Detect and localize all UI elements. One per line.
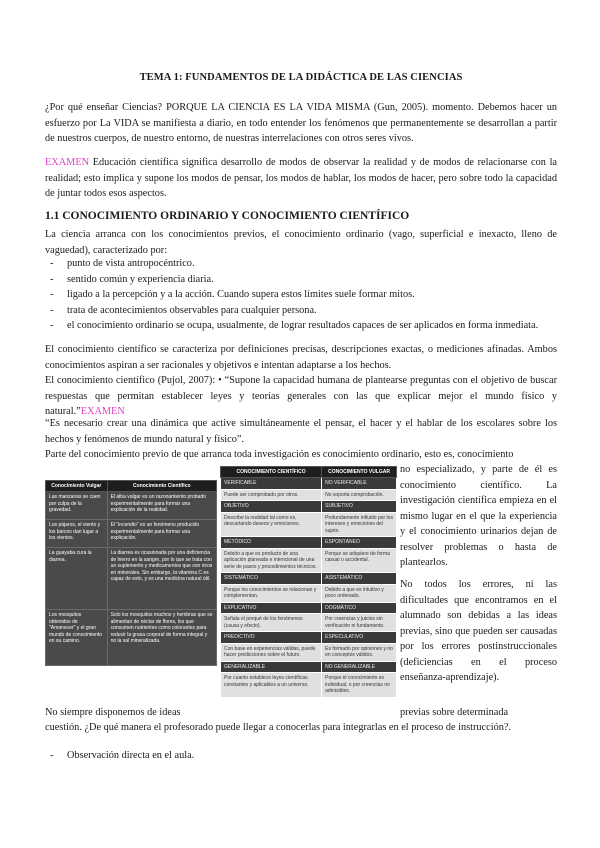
pujol-quote	[45, 373, 557, 420]
table-cell: Los mosquitos obtenidos de "Amanecer" y el gran mundo de conocimiento en su camino.	[46, 610, 108, 666]
table-cell: SISTEMÁTICO	[221, 573, 322, 585]
table-cell: GENERALIZABLE	[221, 661, 322, 673]
dynamic-quote: “Es necesario crear una dinámica que active simultáneamente el pensar, el hacer y el hablar de los escolares sobre los hechos y fenómenos de mundo natural y físico”.	[45, 418, 557, 445]
table-row	[221, 632, 397, 644]
table-cell: No soporta comprobación.	[322, 489, 397, 501]
table-cell: METÓDICO	[221, 537, 322, 549]
table-header: CONOCIMIENTO CIENTÍFICO	[221, 467, 322, 478]
intro-paragraph: ¿Por qué enseñar Ciencias? PORQUE LA CIENCIA ES LA VIDA MISMA (Gun, 2005). momento. Debemos hacer un esfuerzo por La VIDA se manifiesta a diario, en todo entender los fenómenos que permanentemente se desarrollan a partir de nuestros cuerpos, de nuestro entorno, de nuestras interrelaciones con otros seres vivos.	[45, 102, 557, 144]
list-item: - punto de vista antropocéntrico.	[45, 256, 557, 272]
table-row	[221, 478, 397, 490]
table-cell: Señala el porqué de los fenómenos (causa y efecto).	[221, 614, 322, 632]
table-cell: OBJETIVO	[221, 501, 322, 513]
table-row	[221, 489, 397, 501]
table-row	[221, 584, 397, 602]
table-cell: Porque los conocimientos se relacionan y complementan.	[221, 584, 322, 602]
table-row	[221, 501, 397, 513]
right-column-paragraph-2: No todos los errores, ni las dificultades que encontramos en el alumnado son debidas a las ideas previas, sino que pueden ser causadas por los errores postinstruccionales (deficiencias en el proceso enseñanza-aprendizaje).	[400, 579, 557, 683]
comparison-table-2	[220, 466, 397, 698]
exam-paragraph	[45, 155, 557, 202]
table-row	[221, 614, 397, 632]
table-row	[46, 520, 217, 548]
table-cell: Los pájaros, el viento y los barcos dan lugar a los vientos.	[46, 520, 108, 548]
table-cell: NO GENERALIZABLE	[322, 661, 397, 673]
table-cell: Debido a que es producto de una aplicación planeada e intencional de una serie de pasos y procedimientos técnicos.	[221, 548, 322, 573]
table-cell: Con base en experiencias válidas, puede hacer predicciones sobre el futuro.	[221, 643, 322, 661]
table-cell: Por cuanto establece leyes científicas constantes y aplicables a un universo.	[221, 673, 322, 698]
section-heading: 1.1 CONOCIMIENTO ORDINARIO Y CONOCIMIENTO CIENTÍFICO	[45, 210, 410, 222]
table-row	[221, 512, 397, 537]
table-row	[221, 537, 397, 549]
list-item: - trata de acontecimientos observables para cualquier persona.	[45, 303, 557, 319]
table-header: Conocimiento Vulgar	[46, 481, 108, 492]
table-row	[221, 548, 397, 573]
exam-text: Educación científica significa desarrollo de modos de observar la realidad y de modos de relacionarse con la realidad; esto implica y supone los modos de pensar, los modos de hablar, los modos de hacer, pero sobre todo la capacidad de juntar todos esos aspectos.	[45, 157, 557, 199]
document-title: TEMA 1: FUNDAMENTOS DE LA DIDÁCTICA DE LAS CIENCIAS	[139, 72, 463, 83]
table-cell: El alba vulgar es un razonamiento probado experimentalmente para formar una explicación de la realidad.	[107, 492, 216, 520]
table-cell: Es formado por opiniones y no en conceptos válidos.	[322, 643, 397, 661]
table-cell: Debido a que es intuitivo y poco ordenado.	[322, 584, 397, 602]
table-header: Conocimiento Científico	[107, 481, 216, 492]
table-cell: Profundamente influido por los intereses y emociones del sujeto.	[322, 512, 397, 537]
table-cell: Describe la realidad tal como es, descartando deseos y emociones.	[221, 512, 322, 537]
table-header: CONOCIMIENTO VULGAR	[322, 467, 397, 478]
scientific-paragraph: El conocimiento científico se caracteriza por definiciones precisas, descripciones exactas, o mediciones afinadas. Ambos conocimientos aspiran a ser racionales y objetivos e intentan adaptarse a los hechos.	[45, 344, 557, 371]
table-cell: Las manzanas se caen por culpa de la gravedad.	[46, 492, 108, 520]
list-item: - sentido común y experiencia diaria.	[45, 272, 557, 288]
comparison-table-1	[45, 480, 217, 666]
ideas-paragraph-line1	[45, 705, 557, 721]
table-cell: Porque el conocimiento es individual, o por creencias no admisibles.	[322, 673, 397, 698]
table-cell: Solo los mosquitos machos y hembras que se alimentan de néctar de flores, los que consumen nutrientes como colorantes para reducir la grasa corporal de forma integral y no la sal mineralizada.	[107, 610, 216, 666]
table-row	[221, 661, 397, 673]
table-cell: La diarrea es ocasionada por una deficiencia de hierro en la sangre, por lo que se trata con un suplemento y medicamentos que son ricos en minerales. Sin embargo, la vitamina C es capaz de esto, y es una medicina natural útil.	[107, 548, 216, 610]
ideas-text-b: previas sobre determinada	[400, 707, 509, 718]
table-cell: El "incendio" es un fenómeno producido experimentalmente para formar una explicación.	[107, 520, 216, 548]
section-intro: La ciencia arranca con los conocimientos previos, el conocimiento ordinario (vago, superficial e inexacto, lleno de vaguedad), caracterizado por:	[45, 229, 557, 256]
table-row	[46, 548, 217, 610]
table-cell: PREDICTIVO	[221, 632, 322, 644]
list-item: - ligado a la percepción y a la acción. Cuando supera estos límites suele formar mitos.	[45, 287, 557, 303]
ideas-paragraph-line2: cuestión. ¿De qué manera el profesorado puede llegar a conocerlas para integrarlas en el proceso de instrucción?.	[45, 722, 512, 733]
table-cell: NO VERIFICABLE	[322, 478, 397, 490]
table-cell: ESPECULATIVO	[322, 632, 397, 644]
characteristics-list	[45, 256, 557, 334]
pujol-quote-text: El conocimiento científico (Pujol, 2007): • “Supone la capacidad humana de plantearse preguntas con el objetivo de buscar respuestas que permitan establecer leyes y teorías generales con las que explicar mejor el mundo físico y natural.”	[45, 375, 557, 417]
list-item: - el conocimiento ordinario se ocupa, usualmente, de lograr resultados capaces de ser aplicados en forma inmediata.	[45, 318, 557, 334]
exam-tag-2: EXAMEN	[80, 406, 125, 417]
table-cell: EXPLICATIVO	[221, 602, 322, 614]
table-row	[46, 610, 217, 666]
table-cell: VERIFICABLE	[221, 478, 322, 490]
table-cell: Porque se adquiere de forma casual o accidental.	[322, 548, 397, 573]
table-row	[46, 492, 217, 520]
table-row	[221, 643, 397, 661]
table-cell: Por creencias y juicios sin verificación ni fundamento.	[322, 614, 397, 632]
table-cell: ESPONTÁNEO	[322, 537, 397, 549]
table-row	[221, 673, 397, 698]
table-row	[221, 602, 397, 614]
observation-list	[45, 748, 557, 764]
ideas-text-a: No siempre disponemos de ideas	[45, 707, 181, 718]
exam-tag: EXAMEN	[45, 157, 90, 168]
right-column-paragraph-1: no especializado, y parte de él es conocimiento científico. La investigación científica empieza en el mismo lugar en el que la experiencia y el conocimiento urinarios dejan de resolver problemas o hasta de plantearlos.	[400, 464, 557, 568]
table-cell: DOGMÁTICO	[322, 602, 397, 614]
table-cell: La guayaba cura la diarrea.	[46, 548, 108, 610]
table-cell: Puede ser comprobado por otros.	[221, 489, 322, 501]
table-cell: SUBJETIVO	[322, 501, 397, 513]
table-row	[221, 573, 397, 585]
previous-knowledge-line: Parte del conocimiento previo de que arranca toda investigación es conocimiento ordinario, esto es, conocimiento	[45, 449, 514, 460]
table-cell: ASISTEMÁTICO	[322, 573, 397, 585]
list-item: - Observación directa en el aula.	[45, 748, 557, 764]
